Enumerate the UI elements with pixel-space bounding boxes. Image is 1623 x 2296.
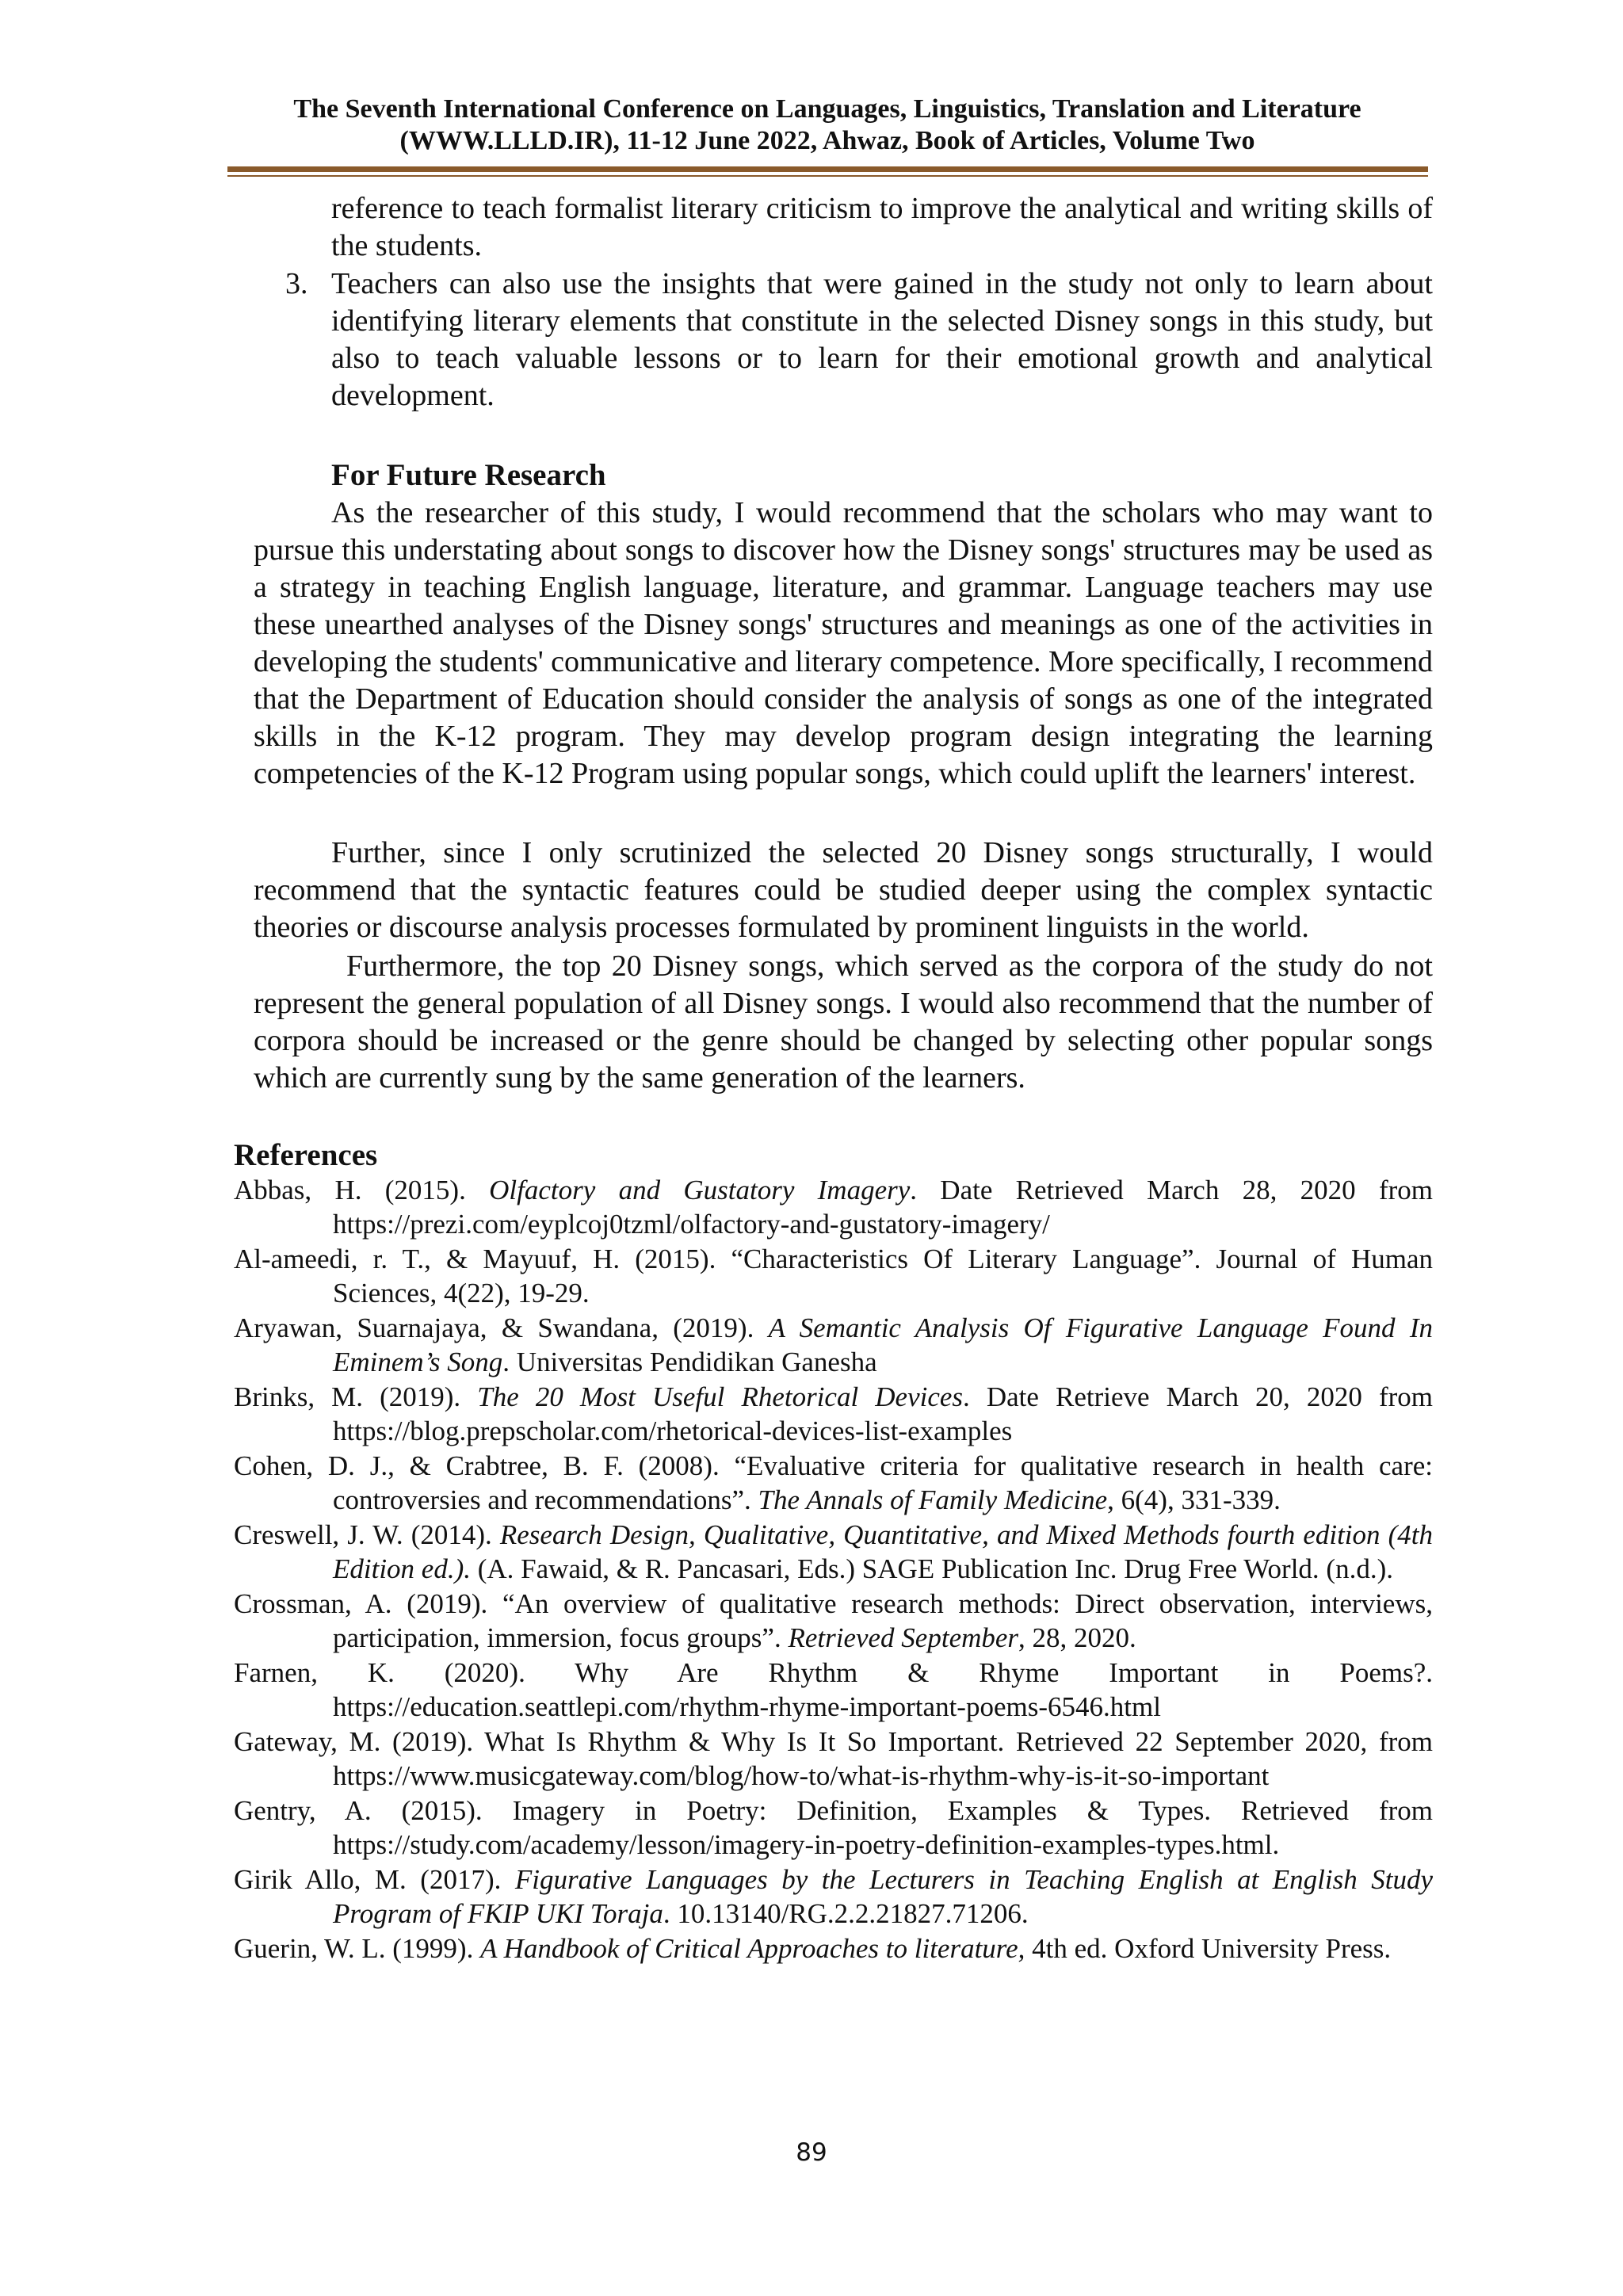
conference-header	[230, 94, 1425, 157]
reference-text: Farnen, K. (2020). Why Are Rhythm & Rhyme Important in Poems?. https://education.seattlepi.com/rhythm-rhyme-important-poems-6546.html	[234, 1657, 1433, 1722]
reference-text: . 10.13140/RG.2.2.21827.71206.	[663, 1898, 1029, 1929]
reference-entry	[234, 1311, 1433, 1379]
reference-text: Gentry, A. (2015). Imagery in Poetry: Definition, Examples & Types. Retrieved from https://study.com/academy/lesson/imagery-in-poetry-definition-examples-types.html.	[234, 1795, 1433, 1860]
reference-text: Brinks, M. (2019).	[234, 1381, 478, 1412]
list-number: 3.	[285, 267, 308, 300]
header-line-2: (WWW.LLLD.IR), 11-12 June 2022, Ahwaz, Book of Articles, Volume Two	[399, 126, 1255, 155]
reference-text: Creswell, J. W. (2014).	[234, 1519, 500, 1550]
list-item-2-continuation: reference to teach formalist literary criticism to improve the analytical and writing skills of the students.	[331, 192, 1433, 262]
reference-entry	[234, 1794, 1433, 1862]
reference-entry	[234, 1931, 1433, 1966]
reference-title: Figurative Languages by the Lecturers in Teaching English at English Study Program of FKIP UKI Toraja	[333, 1864, 1433, 1929]
reference-entry	[234, 1656, 1433, 1724]
reference-text: , 28, 2020.	[1018, 1622, 1136, 1653]
reference-entry	[234, 1173, 1433, 1241]
section-heading-future-research: For Future Research	[331, 458, 606, 492]
page-number: 89	[796, 2138, 827, 2167]
list-item-3	[285, 266, 1433, 456]
references-heading: References	[234, 1138, 378, 1172]
reference-title: The 20 Most Useful Rhetorical Devices	[477, 1381, 964, 1412]
reference-list	[234, 1173, 1433, 1966]
reference-text: Aryawan, Suarnajaya, & Swandana, (2019).	[234, 1312, 769, 1343]
reference-text: (A. Fawaid, & R. Pancasari, Eds.) SAGE Publication Inc. Drug Free World. (n.d.).	[471, 1553, 1393, 1584]
reference-title: A Semantic Analysis Of Figurative Language Found In Eminem’s Song	[333, 1312, 1433, 1377]
paragraph-2: Further, since I only scrutinized the selected 20 Disney songs structurally, I would recommend that the syntactic features could be studied deeper using the complex syntactic theories or discourse analysis processes formulated by prominent linguists in the world.	[254, 836, 1433, 944]
reference-text: Al-ameedi, r. T., & Mayuuf, H. (2015). “Characteristics Of Literary Language”. Journal of Human Sciences, 4(22), 19-29.	[234, 1244, 1433, 1308]
reference-entry	[234, 1518, 1433, 1586]
reference-text: . Date Retrieve March 20, 2020 from https://blog.prepscholar.com/rhetorical-devices-list-examples	[333, 1381, 1433, 1446]
reference-text: , 6(4), 331-339.	[1107, 1484, 1281, 1515]
reference-entry	[234, 1862, 1433, 1931]
reference-text: 4th ed. Oxford University Press.	[1025, 1933, 1392, 1964]
reference-entry	[234, 1380, 1433, 1448]
paragraph-3: Furthermore, the top 20 Disney songs, which served as the corpora of the study do not represent the general population of all Disney songs. I would also recommend that the number of corpora should be increased or the genre should be changed by selecting other popular songs which are currently sung by the same generation of the learners.	[254, 949, 1433, 1095]
reference-text: . Universitas Pendidikan Ganesha	[502, 1347, 877, 1377]
header-rule-thin	[227, 175, 1428, 177]
reference-title: A Handbook of Critical Approaches to literature,	[480, 1933, 1025, 1964]
reference-entry	[234, 1725, 1433, 1793]
reference-text: . Date Retrieved March 28, 2020 from https://prezi.com/eyplcoj0tzml/olfactory-and-gustatory-imagery/	[333, 1175, 1433, 1240]
reference-text: Abbas, H. (2015).	[234, 1175, 490, 1205]
reference-text: Guerin, W. L. (1999).	[234, 1933, 481, 1964]
reference-title: Retrieved September	[788, 1622, 1019, 1653]
reference-text: Girik Allo, M. (2017).	[234, 1864, 515, 1895]
header-line-1: The Seventh International Conference on Languages, Linguistics, Translation and Literature	[293, 94, 1361, 124]
reference-title: Research Design, Qualitative, Quantitative, and Mixed Methods fourth edition (4th Edition ed.).	[333, 1519, 1433, 1584]
reference-text: Crossman, A. (2019). “An overview of qualitative research methods: Direct observation, interviews, participation, immersion, focus groups”.	[234, 1588, 1433, 1653]
header-rule	[227, 166, 1428, 172]
reference-entry	[234, 1587, 1433, 1655]
reference-text: Cohen, D. J., & Crabtree, B. F. (2008). “Evaluative criteria for qualitative research in health care: controversies and recommendations”.	[234, 1450, 1433, 1515]
reference-title: Olfactory and Gustatory Imagery	[489, 1175, 911, 1205]
paragraph-1: As the researcher of this study, I would recommend that the scholars who may want to pursue this understating about songs to discover how the Disney songs' structures may be used as a strategy in teaching English language, literature, and grammar. Language teachers may use these unearthed analyses of the Disney songs' structures and meanings as one of the activities in developing the students' communicative and literary competence. More specifically, I recommend that the Department of Education should consider the analysis of songs as one of the integrated skills in the K-12 program. They may develop program design integrating the learning competencies of the K-12 Program using popular songs, which could uplift the learners' interest.	[254, 496, 1433, 790]
reference-entry	[234, 1242, 1433, 1310]
list-item-text: Teachers can also use the insights that were gained in the study not only to learn about identifying literary elements that constitute in the selected Disney songs in this study, but also to teach valuable lessons or to learn for their emotional growth and analytical development.	[331, 267, 1433, 412]
reference-entry	[234, 1449, 1433, 1517]
reference-text: Gateway, M. (2019). What Is Rhythm & Why Is It So Important. Retrieved 22 September 2020, from https://www.musicgateway.com/blog/how-to/what-is-rhythm-why-is-it-so-important	[234, 1726, 1433, 1791]
reference-title: The Annals of Family Medicine	[758, 1484, 1108, 1515]
